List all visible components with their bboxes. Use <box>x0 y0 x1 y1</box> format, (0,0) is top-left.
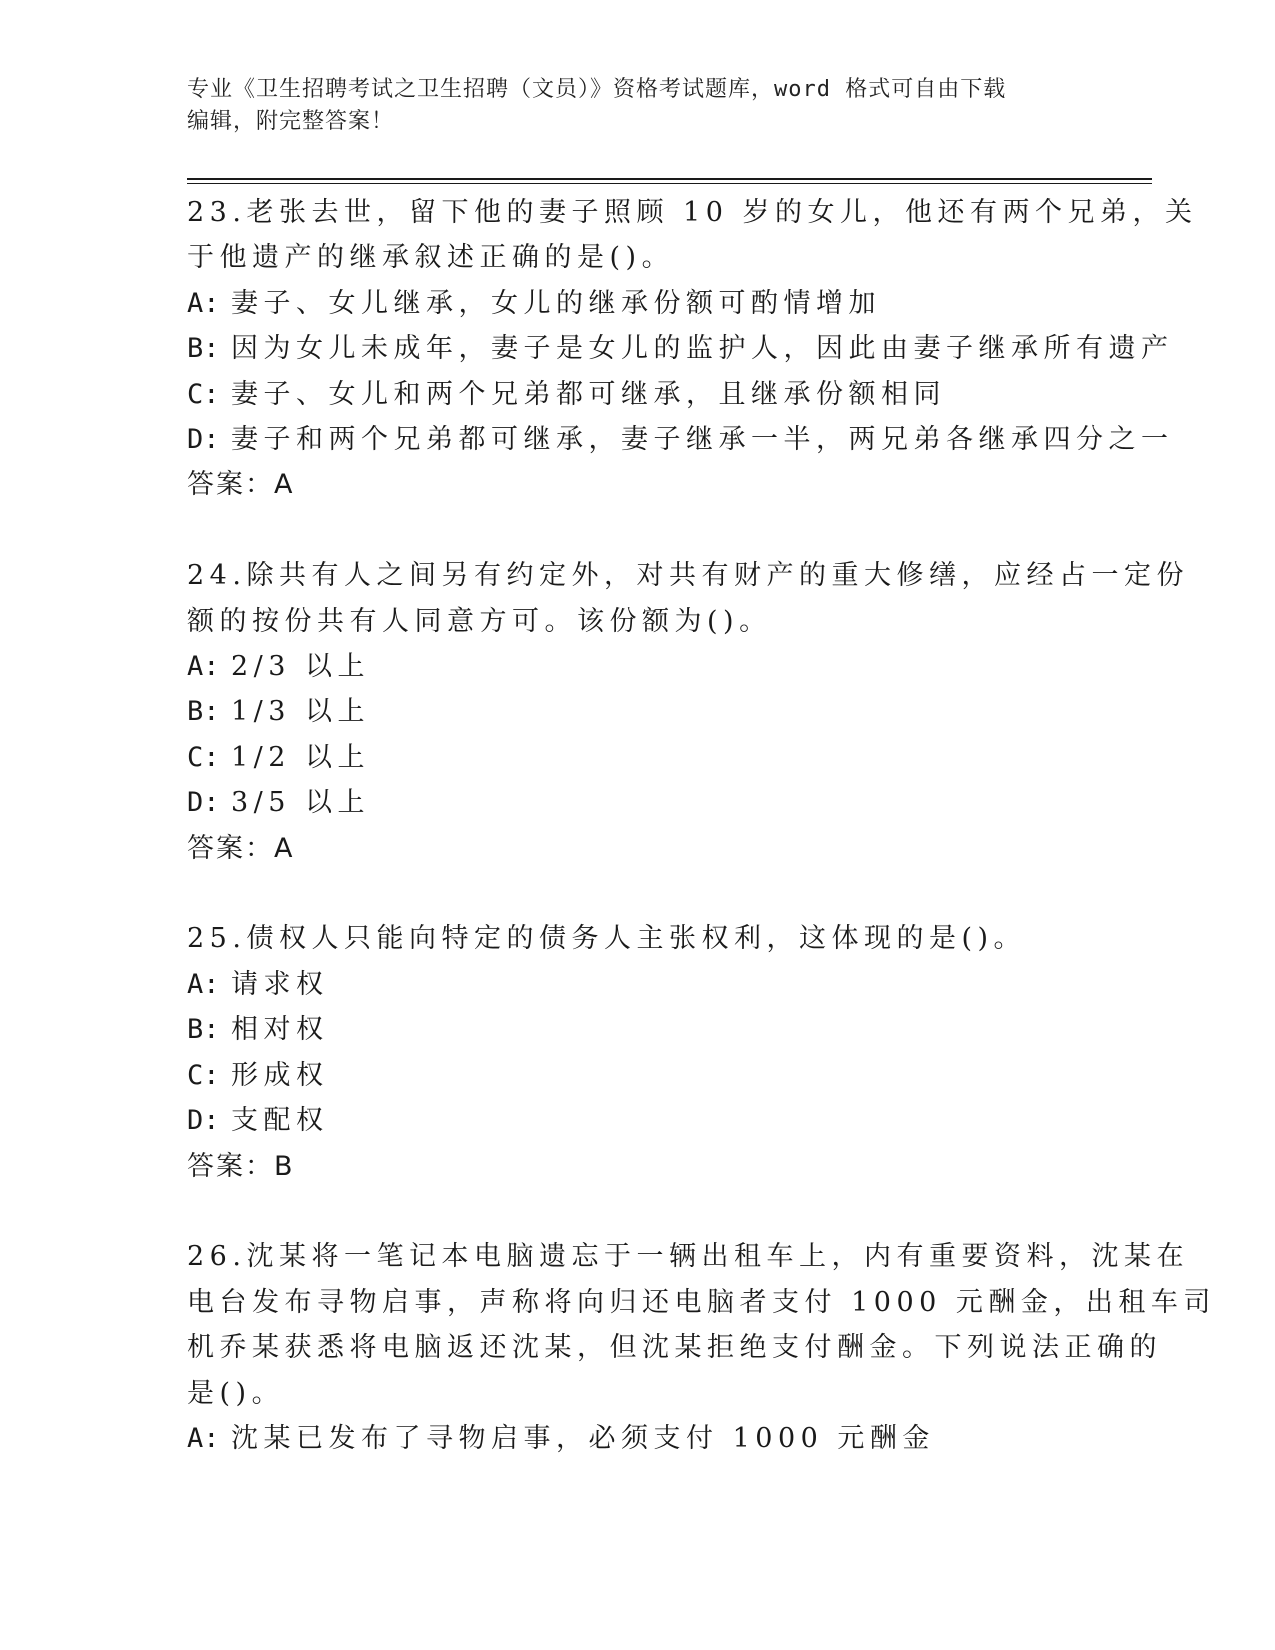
option-text: 妻子、女儿继承，女儿的继承份额可酌情增加 <box>231 287 881 319</box>
question-26 <box>187 1234 1216 1461</box>
option-key: C: <box>187 1059 220 1091</box>
question-line: 26.沈某将一笔记本电脑遗忘于一辆出租车上，内有重要资料，沈某在 <box>187 1241 1189 1273</box>
option-d <box>187 780 1087 825</box>
option-b <box>187 1007 1087 1052</box>
question-23 <box>187 190 1198 508</box>
option-b <box>187 689 1087 734</box>
question-spacer <box>187 508 1087 553</box>
option-a <box>187 644 1087 689</box>
option-c <box>187 1053 1087 1098</box>
question-text <box>187 916 1087 961</box>
document-header <box>187 74 1067 138</box>
option-text: 请求权 <box>231 968 329 1000</box>
option-key: D: <box>187 787 220 819</box>
option-key: A: <box>187 1422 220 1454</box>
question-line: 于他遗产的继承叙述正确的是()。 <box>187 242 675 274</box>
option-text: 形成权 <box>231 1059 329 1091</box>
answer-label: 答案：A <box>187 469 295 501</box>
question-line: 23.老张去世，留下他的妻子照顾 10 岁的女儿，他还有两个兄弟，关 <box>187 197 1198 228</box>
option-d <box>187 1098 1087 1143</box>
header-line-2: 编辑，附完整答案！ <box>187 109 395 134</box>
question-list <box>187 190 1216 1461</box>
header-line-1: 专业《卫生招聘考试之卫生招聘（文员）》资格考试题库，word 格式可自由下载 <box>187 77 1007 102</box>
option-key: D: <box>187 424 220 456</box>
answer-label: 答案：B <box>187 1150 295 1182</box>
option-text: 3/5 以上 <box>231 787 371 819</box>
option-text: 因为女儿未成年，妻子是女儿的监护人，因此由妻子继承所有遗产 <box>231 333 1174 365</box>
question-text <box>187 553 1189 644</box>
option-c <box>187 735 1087 780</box>
header-divider-thick <box>187 178 1152 180</box>
question-text <box>187 1234 1216 1416</box>
option-text: 1/2 以上 <box>231 741 371 773</box>
answer-label: 答案：A <box>187 832 295 864</box>
option-key: B: <box>187 333 220 365</box>
option-text: 2/3 以上 <box>231 651 371 683</box>
question-line: 额的按份共有人同意方可。该份额为()。 <box>187 605 772 637</box>
option-text: 妻子、女儿和两个兄弟都可继承，且继承份额相同 <box>231 378 946 410</box>
question-spacer <box>187 871 1087 916</box>
option-text: 妻子和两个兄弟都可继承，妻子继承一半，两兄弟各继承四分之一 <box>231 424 1174 456</box>
option-key: B: <box>187 696 220 728</box>
option-key: A: <box>187 968 220 1000</box>
question-line: 是()。 <box>187 1377 285 1409</box>
option-text: 支配权 <box>231 1105 329 1137</box>
option-d <box>187 417 1174 462</box>
question-25 <box>187 916 1087 1188</box>
question-line: 25.债权人只能向特定的债务人主张权利，这体现的是()。 <box>187 923 1027 955</box>
option-b <box>187 326 1174 371</box>
option-a <box>187 962 1087 1007</box>
question-spacer <box>187 1189 1087 1234</box>
option-text: 1/3 以上 <box>231 696 371 728</box>
option-key: A: <box>187 287 220 319</box>
option-key: C: <box>187 741 220 773</box>
option-key: C: <box>187 378 220 410</box>
option-c <box>187 372 1087 417</box>
question-text <box>187 190 1198 281</box>
option-a <box>187 1416 1087 1461</box>
header-divider-thin <box>187 183 1152 184</box>
question-line: 24.除共有人之间另有约定外，对共有财产的重大修缮，应经占一定份 <box>187 560 1189 592</box>
option-key: D: <box>187 1105 220 1137</box>
option-text: 相对权 <box>231 1014 329 1046</box>
question-24 <box>187 553 1189 871</box>
option-key: B: <box>187 1014 220 1046</box>
option-text: 沈某已发布了寻物启事，必须支付 1000 元酬金 <box>231 1422 935 1454</box>
question-line: 机乔某获悉将电脑返还沈某，但沈某拒绝支付酬金。下列说法正确的 <box>187 1332 1162 1364</box>
question-line: 电台发布寻物启事，声称将向归还电脑者支付 1000 元酬金，出租车司 <box>187 1286 1216 1318</box>
option-a <box>187 281 1087 326</box>
option-key: A: <box>187 651 220 683</box>
